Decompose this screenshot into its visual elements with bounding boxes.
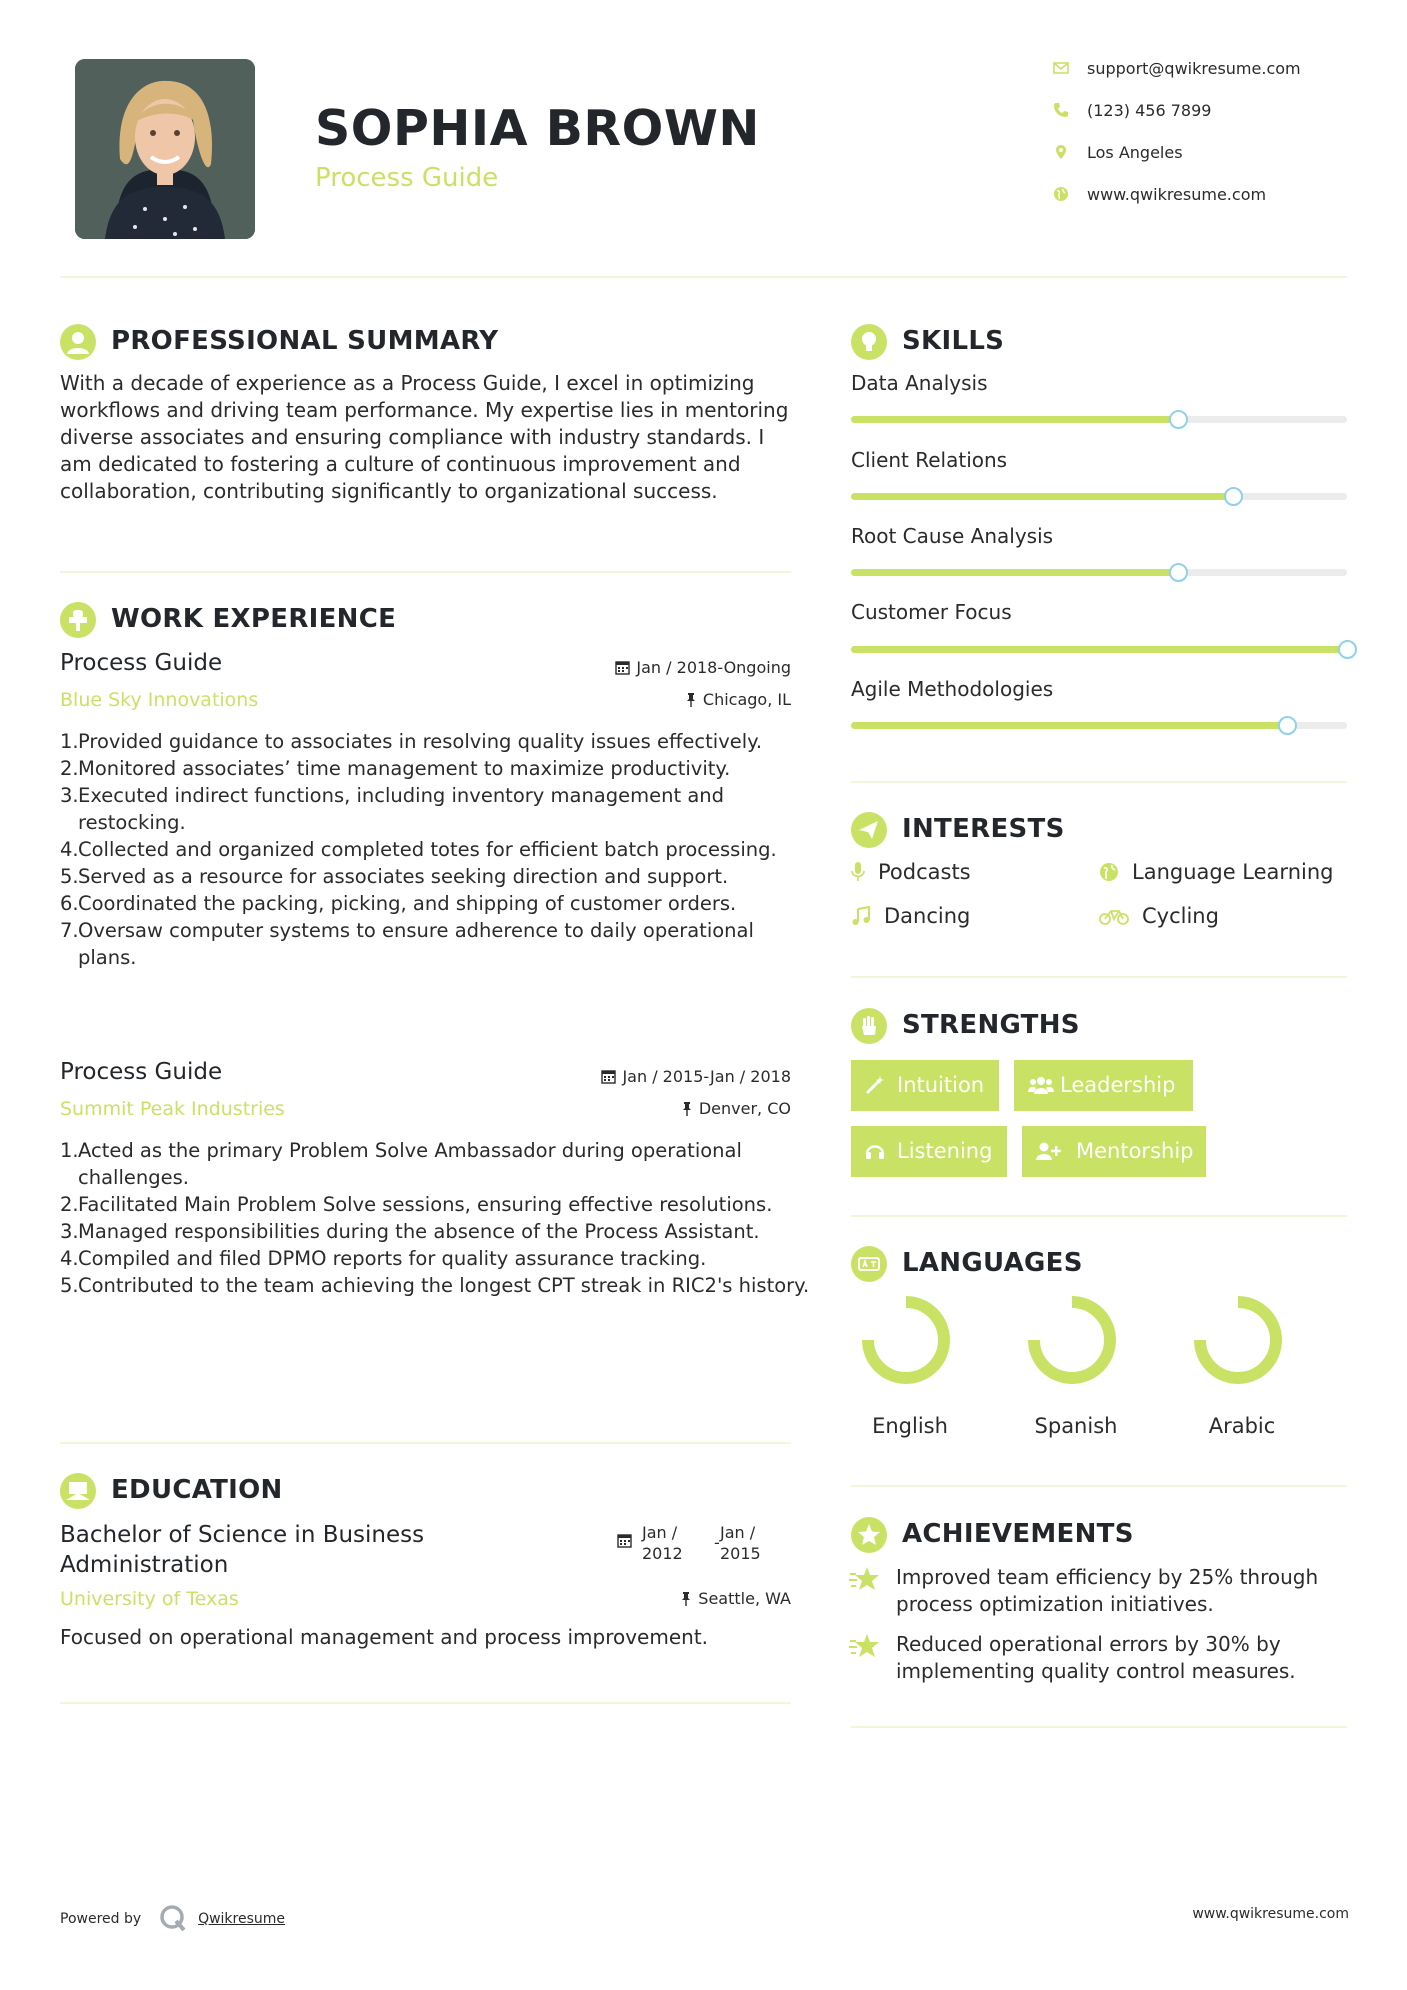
education-end-year: 2015	[720, 1544, 761, 1563]
music-note-icon	[851, 906, 871, 926]
education-date	[617, 1522, 797, 1568]
interests-divider	[851, 976, 1347, 978]
achievement-item	[896, 1564, 1347, 1618]
job-1-duties	[60, 728, 813, 971]
candidate-role: Process Guide	[315, 163, 499, 193]
skill-bar	[851, 416, 1347, 423]
footer-url[interactable]: www.qwikresume.com	[1192, 1906, 1349, 1922]
strength-tag-leadership	[1014, 1060, 1193, 1111]
star-icon	[849, 1633, 881, 1659]
education-date-start	[642, 1522, 683, 1564]
user-icon	[60, 324, 96, 360]
language-ring-arabic	[1200, 1302, 1276, 1378]
microphone-icon	[851, 862, 865, 882]
strength-tag-mentorship	[1022, 1126, 1206, 1177]
strengths-heading: STRENGTHS	[902, 1010, 1080, 1040]
job-1-date	[615, 658, 791, 677]
footer-powered-by	[60, 1903, 285, 1933]
strength-tag-listening	[851, 1126, 1007, 1177]
calendar-icon	[615, 660, 630, 675]
skill-label: Client Relations	[851, 448, 1008, 472]
interests-heading: INTERESTS	[902, 814, 1065, 844]
strengths-divider	[851, 1215, 1347, 1217]
interest-label: Cycling	[1142, 904, 1219, 928]
job-2-title: Process Guide	[60, 1059, 223, 1085]
list-item: Executed indirect functions, including inventory management and restocking.	[78, 784, 725, 834]
strength-label: Intuition	[897, 1073, 985, 1097]
achievements-divider	[851, 1726, 1347, 1728]
job-1-location-text: Chicago, IL	[702, 690, 791, 709]
job-2-location	[681, 1099, 791, 1118]
achievement-text: Improved team efficiency by 25% through process optimization initiatives.	[896, 1565, 1319, 1616]
list-item: Facilitated Main Problem Solve sessions, ensuring effective resolutions.	[78, 1193, 773, 1216]
job-1-date-text: Jan / 2018-Ongoing	[636, 658, 791, 677]
calendar-icon	[617, 1533, 632, 1548]
list-item: Managed responsibilities during the absence of the Process Assistant.	[78, 1220, 760, 1243]
education-date-end	[720, 1522, 761, 1564]
skill-fill	[851, 722, 1287, 729]
strength-label: Mentorship	[1076, 1139, 1194, 1163]
map-pin-icon	[1053, 144, 1069, 160]
lightbulb-icon	[851, 324, 887, 360]
candidate-name: SOPHIA BROWN	[315, 100, 760, 157]
qwikresume-link[interactable]: Qwikresume	[198, 1911, 286, 1927]
education-start-year: 2012	[642, 1544, 683, 1563]
job-2-duties	[60, 1137, 813, 1299]
skill-label: Data Analysis	[851, 371, 988, 395]
education-start-month: Jan /	[642, 1523, 678, 1542]
globe-icon	[1099, 862, 1119, 882]
star-badge-icon	[851, 1517, 887, 1553]
job-1-company: Blue Sky Innovations	[60, 689, 259, 711]
skill-fill	[851, 493, 1233, 500]
skill-bar	[851, 493, 1347, 500]
language-rings	[851, 1290, 1347, 1410]
summary-heading: PROFESSIONAL SUMMARY	[111, 326, 499, 356]
paper-plane-icon	[851, 812, 887, 848]
hand-icon	[851, 1008, 887, 1044]
list-item: Compiled and filed DPMO reports for quality assurance tracking.	[78, 1247, 707, 1270]
skill-knob	[1338, 640, 1357, 659]
skills-divider	[851, 781, 1347, 783]
contact-phone-text: (123) 456 7899	[1087, 101, 1212, 120]
skill-fill	[851, 569, 1178, 576]
interest-label: Podcasts	[878, 860, 971, 884]
job-2-date	[601, 1067, 791, 1086]
powered-by-text: Powered by	[60, 1911, 142, 1927]
education-school: University of Texas	[60, 1588, 239, 1610]
job-2-location-text: Denver, CO	[698, 1099, 791, 1118]
job-1-title: Process Guide	[60, 650, 223, 676]
headphones-icon	[865, 1141, 885, 1161]
education-degree: Bachelor of Science in Business Administration	[60, 1522, 425, 1578]
graduation-icon	[60, 1473, 96, 1509]
skill-knob	[1169, 410, 1188, 429]
strength-label: Listening	[897, 1139, 993, 1163]
list-item: Collected and organized completed totes for efficient batch processing.	[78, 838, 777, 861]
bicycle-icon	[1099, 906, 1129, 926]
list-item: Contributed to the team achieving the longest CPT streak in RIC2's history.	[78, 1274, 810, 1297]
skill-fill	[851, 416, 1178, 423]
star-icon	[849, 1566, 881, 1592]
list-item: Coordinated the packing, picking, and shipping of customer orders.	[78, 892, 737, 915]
achievements-heading: ACHIEVEMENTS	[902, 1519, 1134, 1549]
skill-bar	[851, 722, 1347, 729]
skill-fill	[851, 646, 1347, 653]
work-divider	[60, 1442, 791, 1444]
education-location	[680, 1589, 791, 1608]
list-item: Oversaw computer systems to ensure adherence to daily operational plans.	[78, 919, 754, 969]
users-icon	[1028, 1075, 1054, 1095]
languages-divider	[851, 1485, 1347, 1487]
language-icon	[851, 1246, 887, 1282]
strength-tag-intuition	[851, 1060, 999, 1111]
summary-text: With a decade of experience as a Process Guide, I excel in optimizing workflows and driving team performance. My expertise lies in mentoring diverse associates and ensuring compliance with industry standards. I am dedicated to fostering a culture of continuous improvement and collaboration, contributing significantly to organizational success.	[60, 371, 789, 503]
qwikresume-logo-icon	[158, 1903, 188, 1933]
job-2-date-text: Jan / 2015-Jan / 2018	[622, 1067, 791, 1086]
strength-label: Leadership	[1060, 1073, 1176, 1097]
contact-location-text: Los Angeles	[1087, 143, 1183, 162]
envelope-icon	[1053, 60, 1069, 76]
job-2-company: Summit Peak Industries	[60, 1098, 285, 1120]
education-date-separator: -	[714, 1533, 720, 1552]
language-ring-english	[868, 1302, 944, 1378]
work-heading: WORK EXPERIENCE	[111, 604, 397, 634]
skill-label: Customer Focus	[851, 600, 1012, 624]
languages-heading: LANGUAGES	[902, 1248, 1083, 1278]
magic-wand-icon	[865, 1075, 885, 1095]
skill-bar	[851, 646, 1347, 653]
skill-label: Agile Methodologies	[851, 677, 1054, 701]
calendar-icon	[601, 1069, 616, 1084]
language-ring-spanish	[1034, 1302, 1110, 1378]
list-item: Monitored associates’ time management to maximize productivity.	[78, 757, 731, 780]
education-end-month: Jan /	[720, 1523, 756, 1542]
summary-divider	[60, 571, 791, 573]
pushpin-icon	[685, 692, 697, 707]
achievement-text: Reduced operational errors by 30% by implementing quality control measures.	[896, 1632, 1296, 1683]
skill-knob	[1224, 487, 1243, 506]
pushpin-icon	[680, 1591, 692, 1606]
language-label-english: English	[872, 1414, 948, 1438]
list-item: Provided guidance to associates in resolving quality issues effectively.	[78, 730, 763, 753]
education-location-text: Seattle, WA	[698, 1589, 791, 1608]
education-divider	[60, 1702, 791, 1704]
interest-label: Dancing	[884, 904, 971, 928]
job-1-location	[685, 690, 791, 709]
contact-email-text: support@qwikresume.com	[1087, 59, 1301, 78]
language-label-arabic: Arabic	[1208, 1414, 1276, 1438]
skill-label: Root Cause Analysis	[851, 524, 1054, 548]
skill-knob	[1278, 716, 1297, 735]
user-plus-icon	[1036, 1141, 1062, 1161]
skills-heading: SKILLS	[902, 326, 1005, 356]
list-item: Acted as the primary Problem Solve Ambassador during operational challenges.	[78, 1139, 742, 1189]
pushpin-icon	[681, 1101, 693, 1116]
briefcase-icon	[60, 602, 96, 638]
contact-website-text: www.qwikresume.com	[1087, 185, 1267, 204]
header-divider	[60, 276, 1347, 278]
skill-bar	[851, 569, 1347, 576]
globe-icon	[1053, 186, 1069, 202]
language-label-spanish: Spanish	[1034, 1414, 1118, 1438]
skill-knob	[1169, 563, 1188, 582]
education-text: Focused on operational management and process improvement.	[60, 1625, 709, 1649]
profile-photo	[75, 59, 255, 239]
achievement-item	[896, 1631, 1347, 1685]
interest-label: Language Learning	[1132, 860, 1334, 884]
education-heading: EDUCATION	[111, 1475, 283, 1505]
list-item: Served as a resource for associates seeking direction and support.	[78, 865, 729, 888]
phone-icon	[1053, 102, 1069, 118]
